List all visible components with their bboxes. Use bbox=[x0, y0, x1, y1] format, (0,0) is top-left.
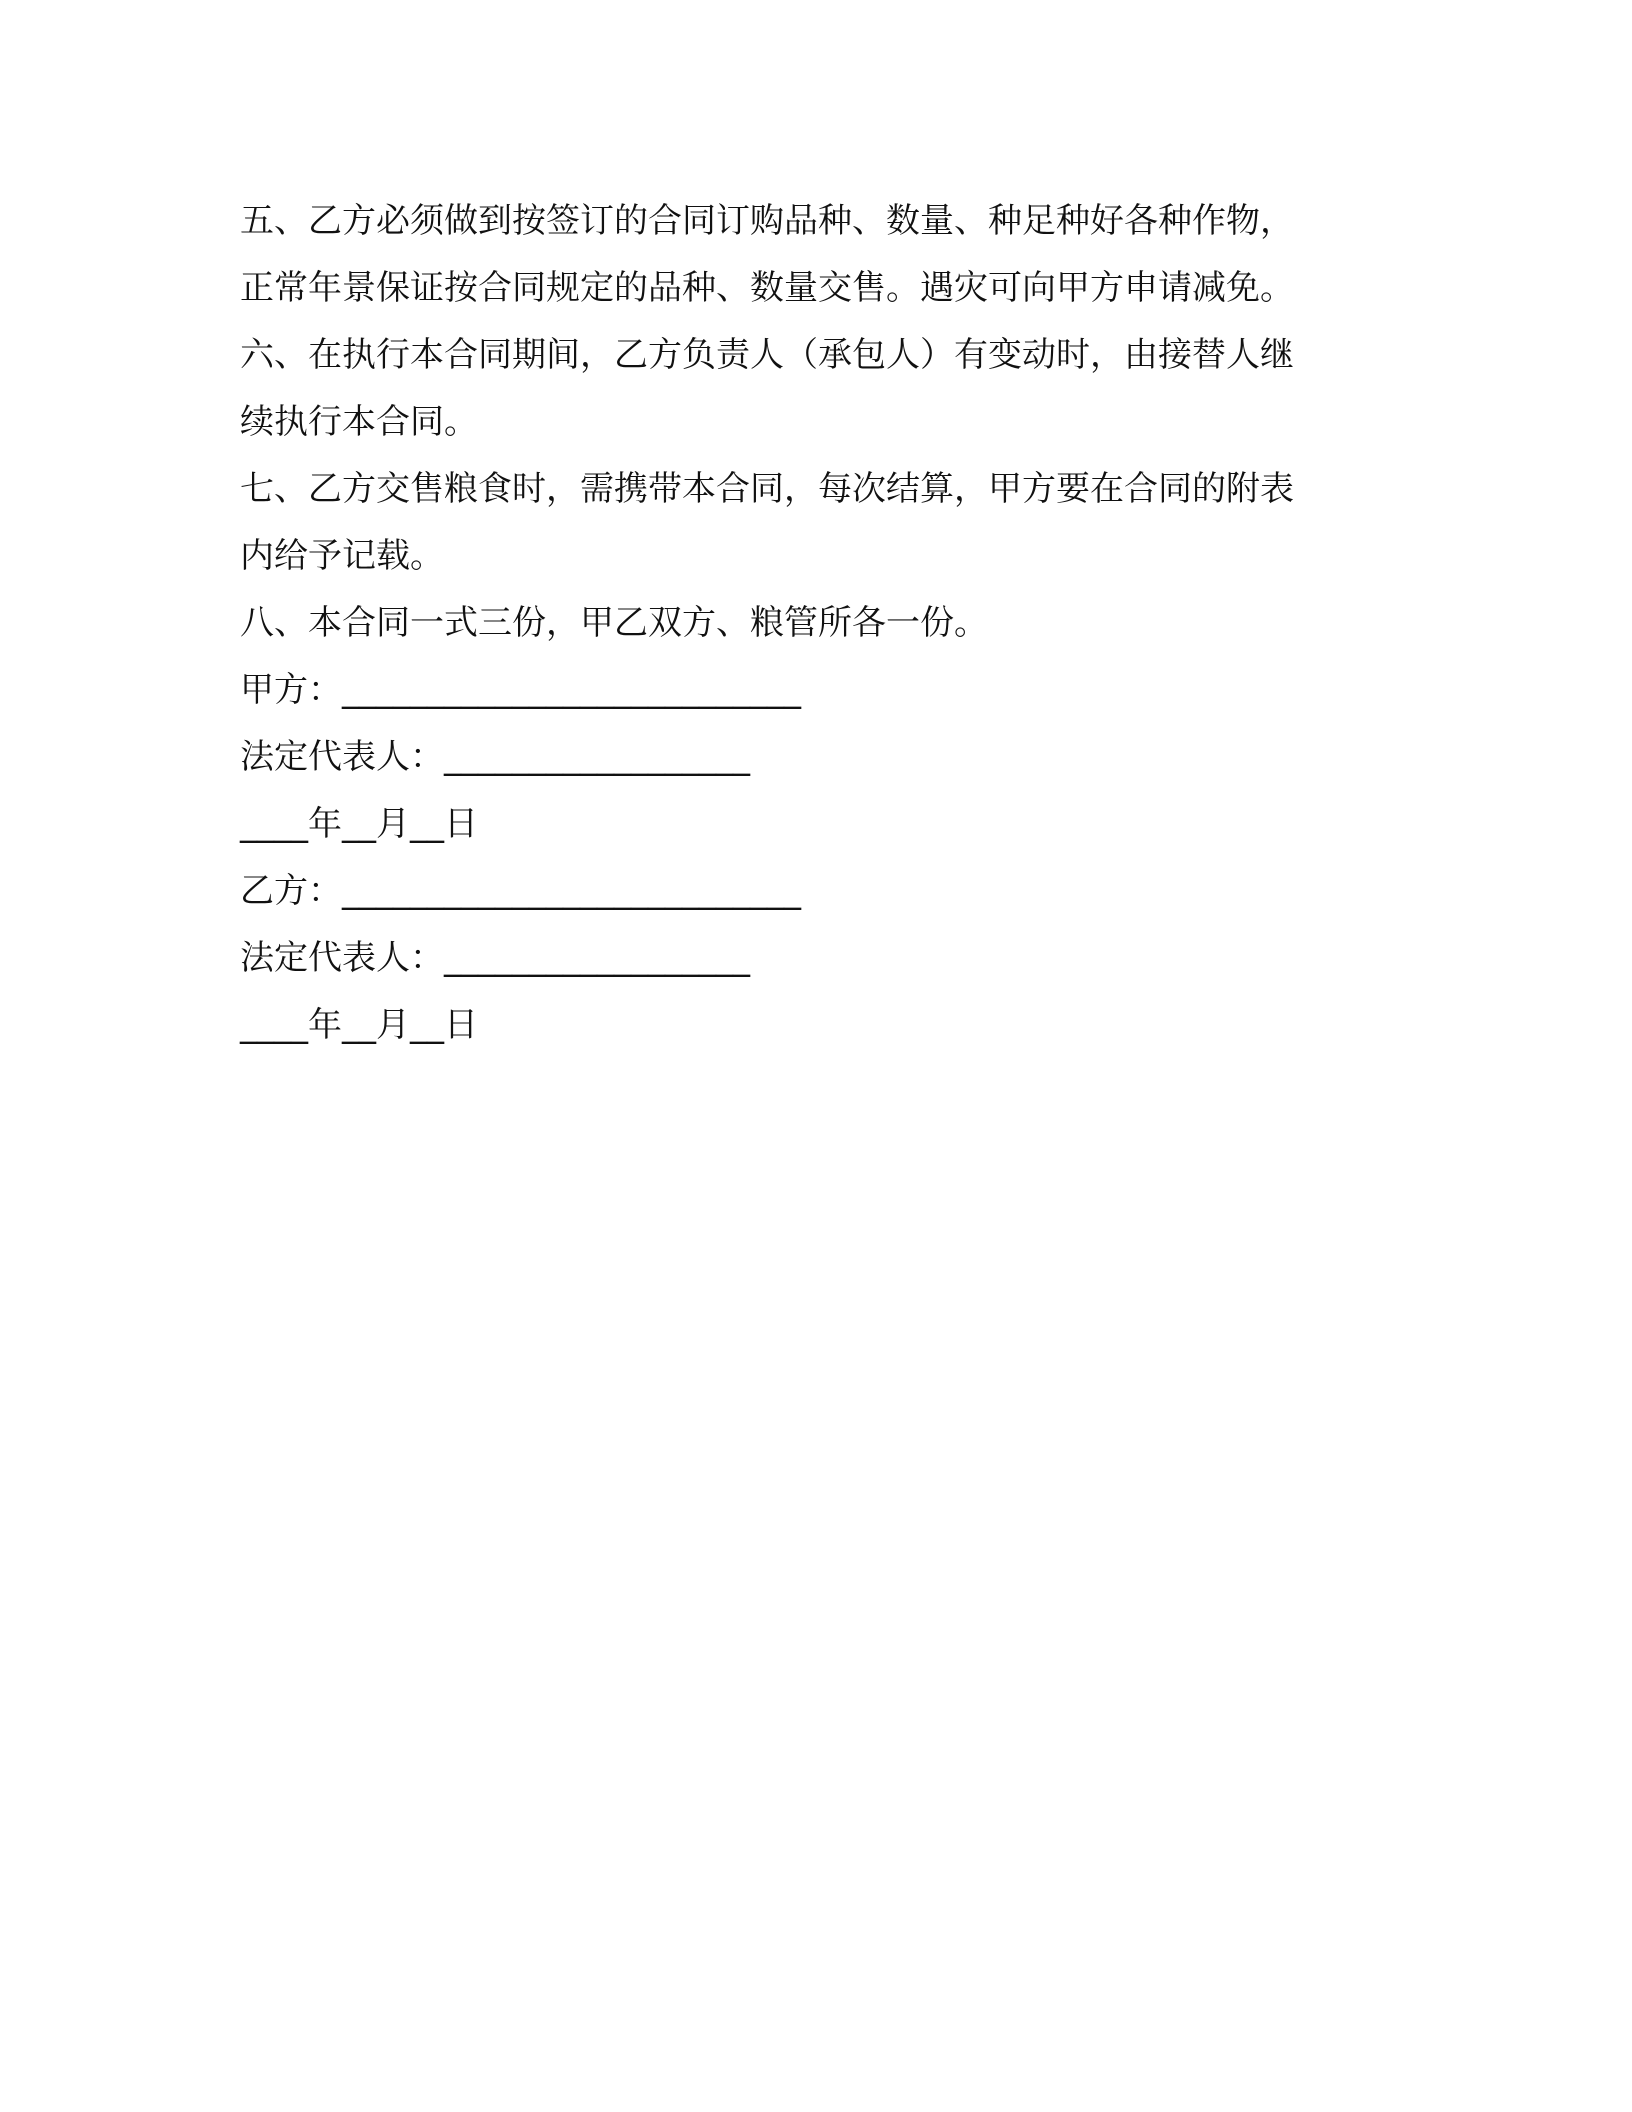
clause-8 bbox=[240, 590, 1390, 657]
party-a-representative-field: 法定代表人：__________________ bbox=[240, 737, 750, 777]
clause-8-line-1: 八、本合同一式三份，甲乙双方、粮管所各一份。 bbox=[240, 603, 988, 643]
party-b-date-field: ____年__月__日 bbox=[240, 1005, 478, 1045]
document-body bbox=[240, 188, 1390, 1059]
party-a-date-field: ____年__月__日 bbox=[240, 804, 478, 844]
clause-5-line-1: 五、乙方必须做到按签订的合同订购品种、数量、种足种好各种作物， bbox=[240, 201, 1294, 241]
party-b-field: 乙方：___________________________ bbox=[240, 871, 801, 911]
clause-7 bbox=[240, 456, 1390, 590]
party-a-field: 甲方：___________________________ bbox=[240, 670, 801, 710]
clause-5 bbox=[240, 188, 1390, 322]
party-b-representative-field: 法定代表人：__________________ bbox=[240, 938, 750, 978]
clause-6 bbox=[240, 322, 1390, 456]
clause-6-line-2: 续执行本合同。 bbox=[240, 402, 478, 442]
clause-5-line-2: 正常年景保证按合同规定的品种、数量交售。遇灾可向甲方申请减免。 bbox=[240, 268, 1294, 308]
clause-6-line-1: 六、在执行本合同期间，乙方负责人（承包人）有变动时，由接替人继 bbox=[240, 335, 1294, 375]
clause-7-line-2: 内给予记载。 bbox=[240, 536, 444, 576]
signature-block bbox=[240, 657, 1390, 1059]
clause-7-line-1: 七、乙方交售粮食时，需携带本合同，每次结算，甲方要在合同的附表 bbox=[240, 469, 1294, 509]
